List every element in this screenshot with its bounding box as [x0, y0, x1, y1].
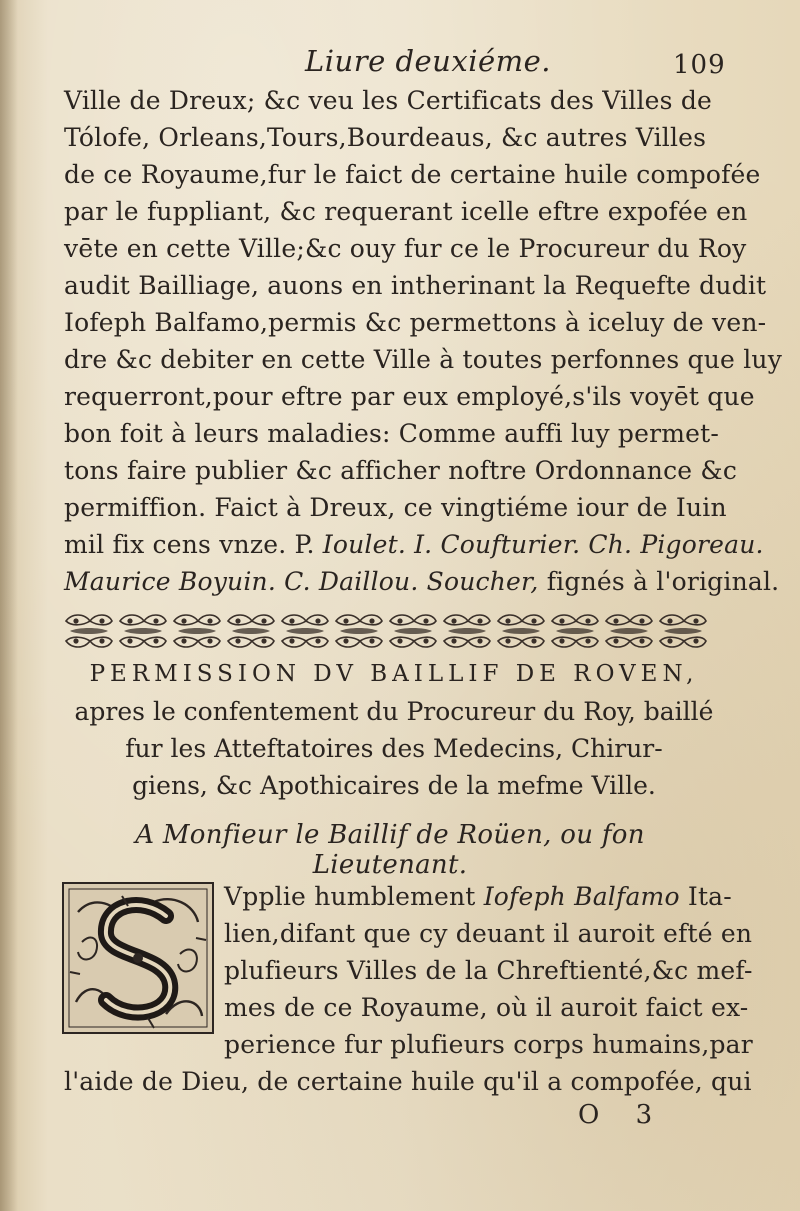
signatories: Maurice Boyuin. C. Daillou. Soucher,: [64, 567, 539, 596]
address-line: A Monfieur le Baillif de Roüen, ou fon Lieutenant.: [135, 820, 645, 880]
text-line: par le fuppliant, &c requerant icelle eftre expofée en: [64, 197, 748, 226]
running-title: Liure deuxiéme.: [305, 44, 552, 78]
signature-mark: O 3: [578, 1100, 667, 1130]
heading-line: apres le confentement du Procureur du Roy, baillé: [74, 697, 714, 726]
section-heading: [64, 656, 724, 804]
heading-line: fur les Atteftatoires des Medecins, Chirur-: [125, 734, 663, 763]
petition-text: [64, 878, 753, 1100]
text-line: Vpplie humblement Iofeph Balfamo Ita-: [224, 882, 732, 911]
text-line: de ce Royaume,fur le faict de certaine huile compofée: [64, 160, 761, 189]
first-section: [64, 82, 783, 600]
text-line: requerront,pour eftre par eux employé,s'ils voyēt que: [64, 382, 755, 411]
heading-title: PERMISSION DV BAILLIF DE ROVEN,: [89, 661, 699, 687]
text-line: bon foit à leurs maladies: Comme auffi luy permet-: [64, 419, 720, 448]
page-number: 109: [673, 50, 726, 80]
text-line: lien,difant que cy deuant il auroit efté en: [224, 919, 753, 948]
text-line: Iofeph Balfamo,permis &c permettons à iceluy de ven-: [64, 308, 767, 337]
text-line: Ville de Dreux; &c veu les Certificats des Villes de: [64, 86, 713, 115]
petitioner-name: Iofeph Balfamo: [483, 882, 680, 911]
spine-shadow: [0, 0, 18, 1211]
text-line: tons faire publier &c afficher noftre Ordonnance &c: [64, 456, 738, 485]
text-line: audit Bailliage, auons en intherinant la Requefte dudit: [64, 271, 767, 300]
text-line: dre &c debiter en cette Ville à toutes perfonnes que luy: [64, 345, 783, 374]
heading-line: giens, &c Apothicaires de la mefme Ville.: [132, 771, 656, 800]
text-line: mil fix cens vnze. P. Ioulet. I. Coufturier. Ch. Pigoreau.: [64, 530, 764, 559]
text-line: permiffion. Faict à Dreux, ce vingtiéme iour de Iuin: [64, 493, 727, 522]
running-head: [0, 44, 800, 84]
text-line: vēte en cette Ville;&c ouy fur ce le Procureur du Roy: [64, 234, 747, 263]
text-line: Maurice Boyuin. C. Daillou. Soucher, fignés à l'original.: [64, 567, 780, 596]
text-line: perience fur plufieurs corps humains,par: [224, 1030, 753, 1059]
text-line: plufieurs Villes de la Chreftienté,&c mef-: [224, 956, 753, 985]
text-line: Tólofe, Orleans,Tours,Bourdeaus, &c autres Villes: [64, 123, 707, 152]
text-line: mes de ce Royaume, où il auroit faict ex-: [224, 993, 749, 1022]
signatories: Ioulet. I. Coufturier. Ch. Pigoreau.: [322, 530, 764, 559]
fleuron-border-icon: [62, 610, 718, 652]
text-line: l'aide de Dieu, de certaine huile qu'il a compofée, qui: [64, 1067, 752, 1096]
